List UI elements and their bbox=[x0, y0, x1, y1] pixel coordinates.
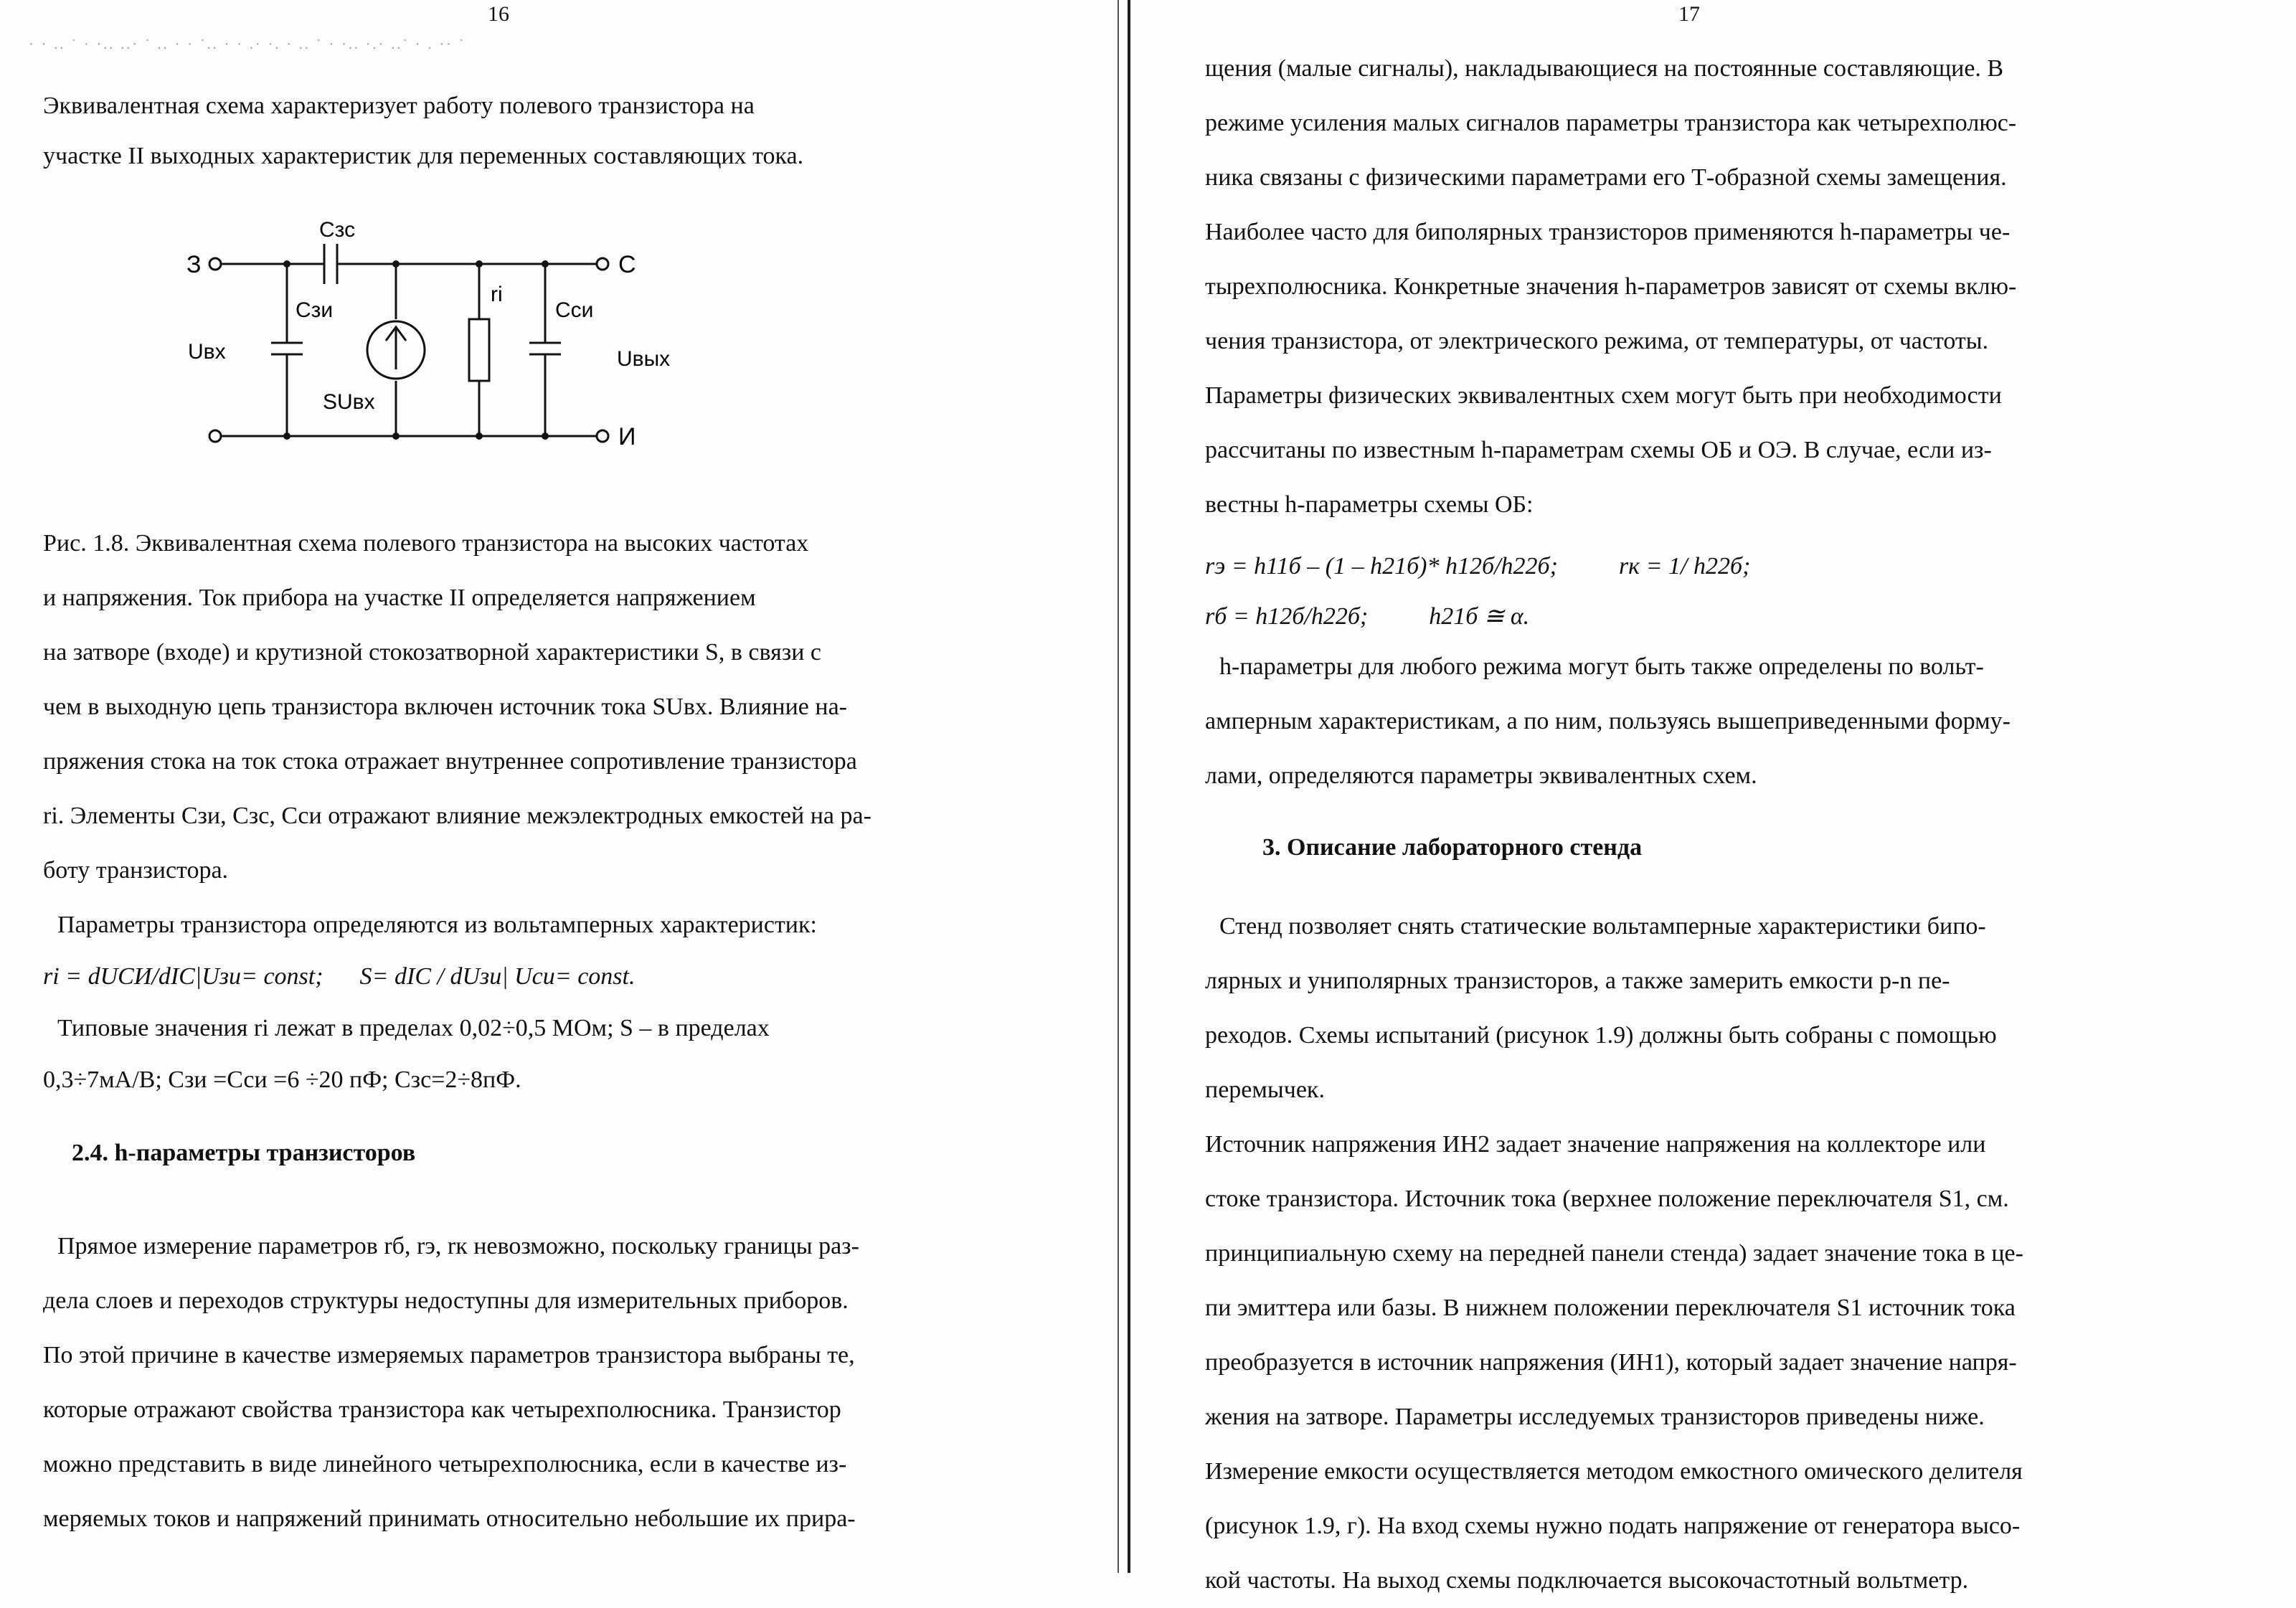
body-line: лярных и униполярных транзисторов, а также замерить емкости p-n пе- bbox=[1205, 968, 1950, 994]
body-line: Измерение емкости осуществляется методом емкостного омического делителя bbox=[1205, 1458, 2023, 1485]
formula-line-2: rб = h12б/h22б; h21б ≅ α. bbox=[1205, 603, 1530, 630]
body-line: амперным характеристикам, а по ним, пользуясь вышеприведенными форму- bbox=[1205, 708, 2011, 734]
body-line: Наиболее часто для биполярных транзисторов применяются h-параметры че- bbox=[1205, 219, 2011, 245]
body-line: дела слоев и переходов структуры недоступны для измерительных приборов. bbox=[43, 1287, 849, 1314]
body-line: которые отражают свойства транзистора как четырехполюсника. Транзистор bbox=[43, 1396, 841, 1423]
section-heading-h-params: 2.4. h-параметры транзисторов bbox=[72, 1140, 416, 1166]
scan-noise: · · .. ˙ · ·.. ..· ˙ .. · · ˙.. · · .· ·. · .. ˙ · ·.. ·.· ..˙ · . ·· ˙ bbox=[29, 37, 466, 52]
body-line: кой частоты. На выход схемы подключается высокочастотный вольтметр. bbox=[1205, 1567, 1969, 1594]
body-line: принципиальную схему на передней панели стенда) задает значение тока в це- bbox=[1205, 1240, 2023, 1267]
body-line: Прямое измерение параметров rб, rэ, rк невозможно, поскольку границы раз- bbox=[57, 1233, 859, 1259]
book-spine bbox=[1128, 0, 1130, 1573]
typical-values-line-2: 0,3÷7мА/В; Сзи =Сси =6 ÷20 пФ; Сзс=2÷8пФ. bbox=[43, 1067, 521, 1093]
body-line: ника связаны с физическими параметрами его Т-образной схемы замещения. bbox=[1205, 164, 2007, 191]
page-number-left: 16 bbox=[488, 2, 509, 26]
body-line: щения (малые сигналы), накладывающиеся на постоянные составляющие. В bbox=[1205, 55, 2004, 82]
body-line: реходов. Схемы испытаний (рисунок 1.9) должны быть собраны с помощью bbox=[1205, 1022, 1997, 1049]
typical-values-line-1: Типовые значения ri лежат в пределах 0,02÷0,5 МОм; S – в пределах bbox=[57, 1015, 770, 1041]
figure-caption bbox=[43, 516, 1004, 898]
body-line: h-параметры для любого режима могут быть также определены по вольт- bbox=[1219, 653, 1984, 680]
intro-line-2: участке II выходных характеристик для переменных составляющих тока. bbox=[43, 143, 804, 169]
caption-line: боту транзистора. bbox=[43, 857, 229, 884]
body-text-right-b bbox=[1205, 640, 2238, 803]
body-line: Стенд позволяет снять статические вольтамперные характеристики бипо- bbox=[1219, 913, 1986, 940]
body-line: жения на затворе. Параметры исследуемых транзисторов приведены ниже. bbox=[1205, 1404, 1985, 1430]
body-line: меряемых токов и напряжений принимать относительно небольшие их прира- bbox=[43, 1505, 856, 1532]
body-line: режиме усиления малых сигналов параметры транзистора как четырехполюс- bbox=[1205, 110, 2017, 136]
uin-label: Uвх bbox=[188, 340, 226, 364]
body-text-right-a bbox=[1205, 42, 2238, 532]
ri-label: ri bbox=[491, 283, 503, 306]
uout-label: Uвых bbox=[617, 347, 671, 371]
caption-line: Рис. 1.8. Эквивалентная схема полевого транзистора на высоких частотах bbox=[43, 530, 809, 557]
body-line: вестны h-параметры схемы ОБ: bbox=[1205, 491, 1534, 518]
body-line: преобразуется в источник напряжения (ИН1), который задает значение напря- bbox=[1205, 1349, 2017, 1376]
caption-line: и напряжения. Ток прибора на участке II определяется напряжением bbox=[43, 585, 756, 611]
formula-line-1: rэ = h11б – (1 – h21б)* h12б/h22б; rк = 1/ h22б; bbox=[1205, 553, 1751, 580]
params-intro: Параметры транзистора определяются из вольтамперных характеристик: bbox=[57, 912, 817, 938]
body-text-right-c bbox=[1205, 899, 2238, 1608]
right-page bbox=[1133, 0, 2296, 1594]
csi-label: Сси bbox=[555, 298, 594, 322]
caption-line: ri. Элементы Сзи, Сзс, Сси отражают влияние межэлектродных емкостей на ра- bbox=[43, 803, 871, 829]
body-text-left bbox=[43, 1219, 1004, 1546]
body-line: рассчитаны по известным h-параметрам схемы ОБ и ОЭ. В случае, если из- bbox=[1205, 437, 1992, 463]
body-line: (рисунок 1.9, г). На вход схемы нужно подать напряжение от генератора высо- bbox=[1205, 1513, 2021, 1539]
body-line: лами, определяются параметры эквивалентных схем. bbox=[1205, 762, 1757, 789]
body-line: тырехполюсника. Конкретные значения h-параметров зависят от схемы вклю- bbox=[1205, 273, 2017, 300]
body-line: перемычек. bbox=[1205, 1077, 1325, 1103]
czs-label: Сзс bbox=[319, 218, 356, 242]
params-formula: ri = dUСИ/dIС|Uзи= const; S= dIС / dUзи| Uси= const. bbox=[43, 963, 636, 990]
body-line: Источник напряжения ИН2 задает значение напряжения на коллекторе или bbox=[1205, 1131, 1986, 1158]
body-line: Параметры физических эквивалентных схем могут быть при необходимости bbox=[1205, 382, 2002, 409]
node-drain-label: С bbox=[618, 251, 636, 278]
body-line: По этой причине в качестве измеряемых параметров транзистора выбраны те, bbox=[43, 1342, 855, 1368]
equivalent-circuit-diagram bbox=[143, 208, 717, 466]
caption-line: чем в выходную цепь транзистора включен источник тока SUвх. Влияние на- bbox=[43, 694, 847, 720]
caption-line: на затворе (входе) и крутизной стокозатворной характеристики S, в связи с bbox=[43, 639, 821, 666]
body-line: чения транзистора, от электрического режима, от температуры, от частоты. bbox=[1205, 328, 1989, 354]
caption-line: пряжения стока на ток стока отражает внутреннее сопротивление транзистора bbox=[43, 748, 857, 775]
current-source-label: SUвх bbox=[323, 390, 375, 414]
node-source-label: И bbox=[618, 423, 636, 450]
body-line: стоке транзистора. Источник тока (верхнее положение переключателя S1, см. bbox=[1205, 1186, 2009, 1212]
czi-label: Сзи bbox=[296, 298, 334, 322]
node-gate-label: З bbox=[186, 251, 202, 278]
section-heading-lab-stand: 3. Описание лабораторного стенда bbox=[1262, 834, 1643, 861]
body-line: можно представить в виде линейного четырехполюсника, если в качестве из- bbox=[43, 1451, 847, 1477]
page-number-right: 17 bbox=[1678, 2, 1700, 26]
intro-line-1: Эквивалентная схема характеризует работу полевого транзистора на bbox=[43, 93, 755, 119]
body-line: пи эмиттера или базы. В нижнем положении переключателя S1 источник тока bbox=[1205, 1295, 2016, 1321]
left-page bbox=[0, 0, 1119, 1573]
